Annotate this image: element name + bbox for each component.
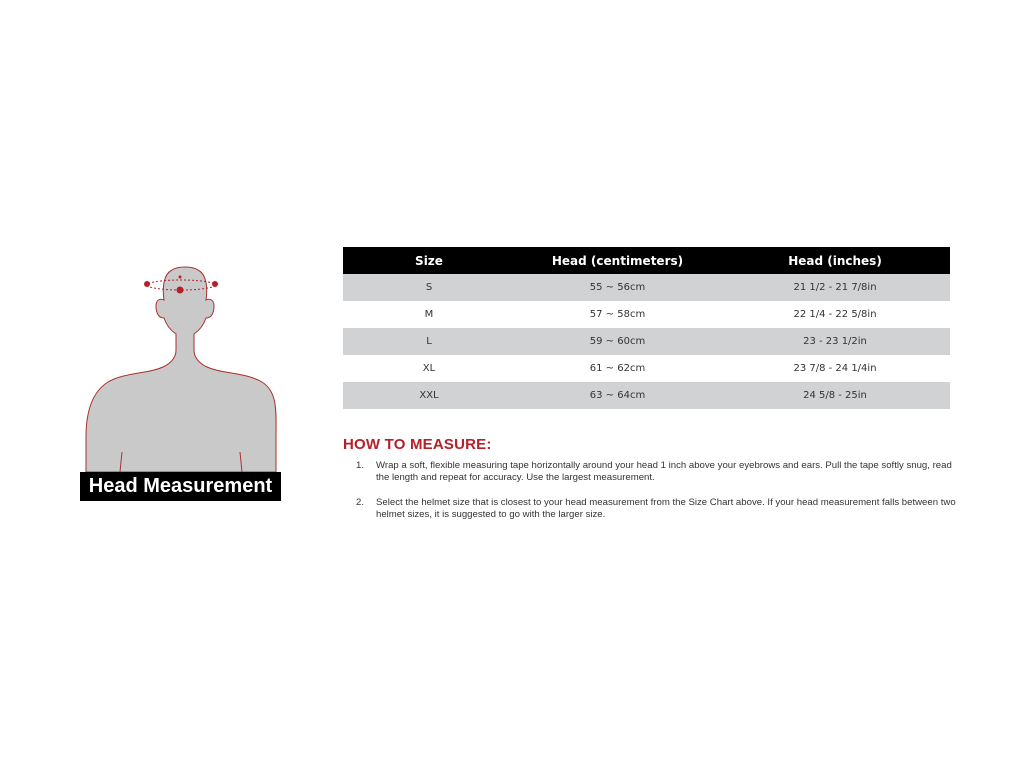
centimeters-cell: 57 ~ 58cm xyxy=(515,301,720,328)
table-row xyxy=(343,328,950,355)
table-row xyxy=(343,301,950,328)
table-row xyxy=(343,274,950,301)
size-cell: XXL xyxy=(343,382,515,409)
step-text: Select the helmet size that is closest to your head measurement from the Size Chart above. If your head measurement falls between two helmet sizes, it is suggested to go with the larger size. xyxy=(376,497,956,520)
step-text: Wrap a soft, flexible measuring tape horizontally around your head 1 inch above your eyebrows and ears. Pull the tape softly snug, read the length and repeat for accuracy. Use the largest measurement. xyxy=(376,460,952,483)
table-row xyxy=(343,355,950,382)
centimeters-cell: 61 ~ 62cm xyxy=(515,355,720,382)
inches-cell: 22 1/4 - 22 5/8in xyxy=(720,301,950,328)
how-to-measure-title: HOW TO MEASURE: xyxy=(343,436,492,453)
size-cell: L xyxy=(343,328,515,355)
step-number: 1. xyxy=(356,460,365,471)
centimeters-cell: 55 ~ 56cm xyxy=(515,274,720,301)
column-header-size: Size xyxy=(343,247,515,274)
size-cell: M xyxy=(343,301,515,328)
size-cell: XL xyxy=(343,355,515,382)
inches-cell: 23 - 23 1/2in xyxy=(720,328,950,355)
inches-cell: 21 1/2 - 21 7/8in xyxy=(720,274,950,301)
head-measurement-figure xyxy=(80,262,282,502)
size-cell: S xyxy=(343,274,515,301)
step-number: 2. xyxy=(356,497,365,508)
column-header-centimeters: Head (centimeters) xyxy=(515,247,720,274)
table-header-row xyxy=(343,247,950,274)
measurement-steps xyxy=(356,460,956,534)
inches-cell: 24 5/8 - 25in xyxy=(720,382,950,409)
list-item xyxy=(356,460,956,484)
head-measurement-caption: Head Measurement xyxy=(80,472,281,501)
centimeters-cell: 59 ~ 60cm xyxy=(515,328,720,355)
table-row xyxy=(343,382,950,409)
column-header-inches: Head (inches) xyxy=(720,247,950,274)
head-silhouette-icon xyxy=(80,262,282,474)
inches-cell: 23 7/8 - 24 1/4in xyxy=(720,355,950,382)
size-chart-table xyxy=(343,247,950,409)
centimeters-cell: 63 ~ 64cm xyxy=(515,382,720,409)
list-item xyxy=(356,497,956,521)
